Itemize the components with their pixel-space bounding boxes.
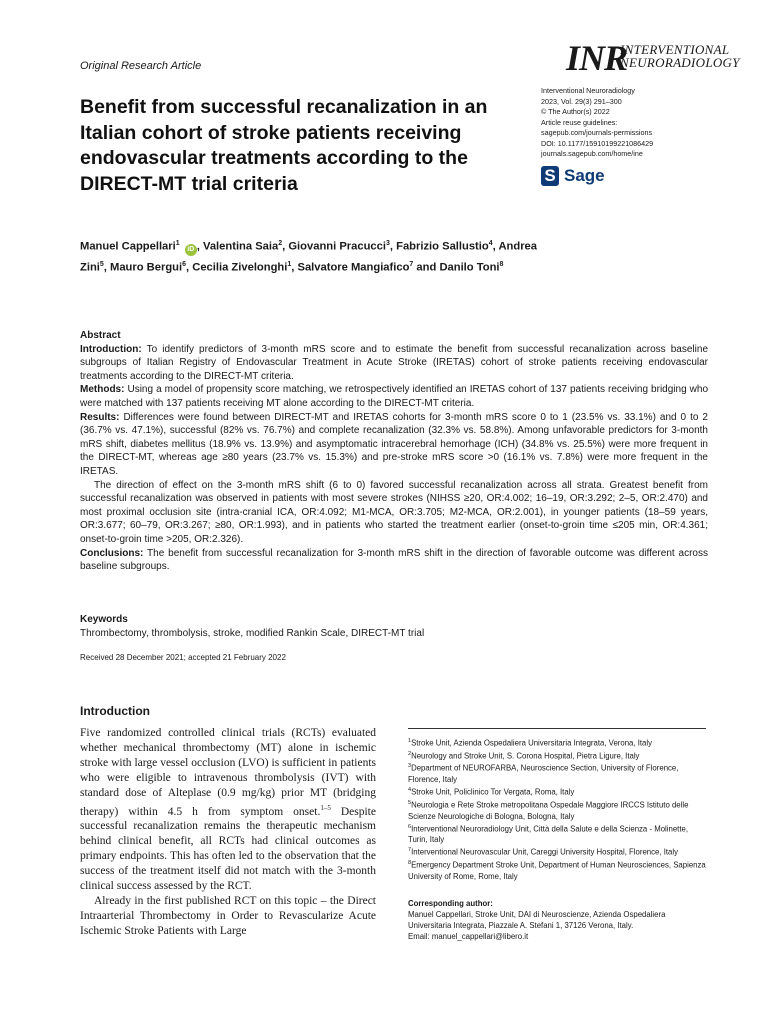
keywords-list: Thrombectomy, thrombolysis, stroke, modified Rankin Scale, DIRECT-MT trial xyxy=(80,628,425,639)
introduction-heading: Introduction xyxy=(80,704,150,718)
affiliation-text: Department of NEUROFARBA, Neuroscience Section, University of Florence, Florence, Italy xyxy=(408,763,679,785)
affiliation-text: Interventional Neuroradiology Unit, Città della Salute e della Scienza - Molinette, Turin, Italy xyxy=(408,824,689,845)
abstract-methods-text: Using a model of propensity score matching, we retrospectively identified an IRETAS cohort of 137 patients receiving bridging who were matched with 137 patients receiving MT alone according to the DIRECT-MT criteria. xyxy=(80,384,709,409)
article-type-label: Original Research Article xyxy=(80,60,202,72)
citation-ref[interactable]: 1–5 xyxy=(320,803,331,812)
affiliation-text: Stroke Unit, Azienda Ospedaliera Universitaria Integrata, Verona, Italy xyxy=(411,738,653,748)
affiliation-number: 5 xyxy=(408,799,412,806)
affiliation-number: 8 xyxy=(408,860,412,867)
introduction-text: Despite successful recanalization remains the therapeutic mechanism behind clinical benefit, all RCTs had clinical outcomes as primary endpoints. This has often led to the observation that the success of the treatment itself did not match with the 3-month clinical success assessed by the RCT. xyxy=(80,805,376,892)
author-name: Valentina Saia xyxy=(202,240,279,253)
affiliation-number: 7 xyxy=(408,847,412,854)
author-name: Salvatore Mangiafico xyxy=(297,261,410,274)
journal-logo xyxy=(566,38,740,78)
author-affiliation: 3 xyxy=(385,240,390,247)
abstract-methods xyxy=(80,383,708,410)
abstract-section xyxy=(80,329,708,574)
corresponding-heading: Corresponding author: xyxy=(408,899,493,908)
abstract-results-text: Differences were found between DIRECT-MT and IRETAS cohorts for 3-month mRS score 0 to 1 (23.5% vs. 33.1%) and 0 to 2 (36.7% vs. 47.1%), successful (82% vs. 76.7%) and complete recanalization (32.3% vs. 58.8%). Among unfavorable predictors for 3-month mRS shift, diabetes mellitus (18.9% vs. 13.9%) and asymptomatic intracerebral hemorhage (ICH) (34.8% vs. 25.5%) were more frequent in the DIRECT-MT, whereas age ≥80 years (23.7% vs. 15.3%) and pre-stroke mRS score >0 (16.1% vs. 7.8%) were more frequent in the IRETAS. xyxy=(80,411,708,477)
author-affiliation: 5 xyxy=(99,260,104,268)
abstract-methods-label: Methods: xyxy=(80,384,125,396)
affiliation-item xyxy=(408,858,706,882)
author-affiliation: 4 xyxy=(488,240,493,247)
permissions-link[interactable]: sagepub.com/journals-permissions xyxy=(541,128,653,137)
journal-name: Interventional Neuroradiology xyxy=(541,86,635,95)
affiliation-item xyxy=(408,761,706,785)
affiliation-number: 1 xyxy=(408,738,412,744)
journal-logo-line1: INTERVENTIONAL xyxy=(620,42,730,57)
author-affiliation: 2 xyxy=(278,240,283,247)
article-title: Benefit from successful recanalization in an Italian cohort of stroke patients receiving endovascular treatments according to the DIRECT-MT trial criteria xyxy=(80,96,488,195)
affiliation-list xyxy=(408,736,706,882)
abstract-conclusions-label: Conclusions: xyxy=(80,547,144,559)
corresponding-email[interactable]: Email: manuel_cappellari@libero.it xyxy=(408,932,529,942)
abstract-conclusions-text: The benefit from successful recanalization for 3-month mRS shift in the direction of favorable outcome was different across baseline subgroups. xyxy=(80,547,708,573)
author-name: Fabrizio Sallustio xyxy=(396,240,489,253)
abstract-results-continued: The direction of effect on the 3-month mRS shift (6 to 0) favored successful recanalization across all strata. Greatest benefit from successful recanalization was observed in patients with most severe strokes (NIHSS ≥20, OR:4.002; 16–19, OR:3.292; 2–5, OR:2.470) and most proximal occlusion site (intra-cranial ICA, OR:4.092; M1-MCA, OR:3.705; M2-MCA, OR:2.001), in younger patients (18–59 years, OR:3.677; 60–79, OR:3.267; ≥80, OR:1.993), and in patients who started the treatment earlier (onset-to-groin time ≤205 min, OR:4.361; onset-to-groin time >205, OR:2.326). xyxy=(80,479,708,545)
corresponding-author xyxy=(408,898,706,942)
journal-info xyxy=(541,86,653,160)
affiliation-number: 2 xyxy=(408,750,412,757)
abstract-conclusions xyxy=(80,547,708,574)
keywords-section xyxy=(80,613,708,641)
journal-home-link[interactable]: journals.sagepub.com/home/ine xyxy=(541,149,643,158)
author-name: Cecilia Zivelonghi xyxy=(192,261,288,274)
introduction-paragraph: Already in the first published RCT on this topic – the Direct Intraarterial Thrombectomy in Order to Revascularize Acute Ischemic Stroke Patients with Large xyxy=(80,894,376,937)
affiliation-number: 3 xyxy=(408,763,412,770)
footnote-divider xyxy=(408,728,706,729)
journal-volume: 2023, Vol. 29(3) 291–300 xyxy=(541,96,622,106)
sage-mark-icon: S xyxy=(541,166,559,186)
corresponding-address: Manuel Cappellari, Stroke Unit, DAI di Neuroscienze, Azienda Ospedaliera Universitaria Integrata, Piazzale A. Stefani 1, 37126 Verona, Italy. xyxy=(408,910,666,931)
author-name: Andrea Zini xyxy=(80,240,537,274)
affiliation-text: Neurology and Stroke Unit, S. Corona Hospital, Pietra Ligure, Italy xyxy=(411,751,640,761)
affiliation-item xyxy=(408,845,706,858)
journal-logo-name xyxy=(620,43,740,69)
affiliation-item xyxy=(408,736,706,749)
author-name: Danilo Toni xyxy=(439,261,500,274)
author-affiliation: 8 xyxy=(499,260,504,268)
sage-logo xyxy=(541,164,605,188)
affiliation-text: Interventional Neurovascular Unit, Careggi University Hospital, Florence, Italy xyxy=(411,848,679,857)
journal-logo-line2: NEURORADIOLOGY xyxy=(620,55,740,70)
introduction-text: Five randomized controlled clinical trials (RCTs) evaluated whether mechanical thrombectomy (MT) alone in ischemic stroke with large vessel occlusion (LVO) is sufficient in patients who were eligible to intravenous thrombolysis (IVT) with standard dose of Alteplase (0.9 mg/kg) prior MT (bridging therapy) within 4.5 h from symptom onset. xyxy=(80,727,376,818)
abstract-introduction xyxy=(80,343,708,384)
affiliation-item xyxy=(408,785,706,798)
journal-logo-letters: INR xyxy=(566,38,628,78)
doi[interactable]: DOI: 10.1177/15910199221086429 xyxy=(541,138,654,148)
affiliation-item xyxy=(408,822,706,846)
received-dates: Received 28 December 2021; accepted 21 February 2022 xyxy=(80,653,286,662)
abstract-results-label: Results: xyxy=(80,411,120,423)
author-name: Manuel Cappellari xyxy=(80,240,176,253)
keywords-heading: Keywords xyxy=(80,614,128,625)
reuse-label: Article reuse guidelines: xyxy=(541,117,618,127)
author-affiliation: 7 xyxy=(409,260,414,268)
affiliation-text: Neurologia e Rete Stroke metropolitana Ospedale Maggiore IRCCS Istituto delle Scienze Neurologiche di Bologna, Bologna, Italy xyxy=(408,800,689,821)
author-affiliation: 1 xyxy=(287,260,292,268)
abstract-introduction-text: To identify predictors of 3-month mRS score and to estimate the benefit from successful recanalization across baseline subgroups of Italian Registry of Endovascular Treatment in Acute Stroke (IRETAS) cohort of stroke patients receiving endovascular treatments according to the DIRECT-MT criteria. xyxy=(80,343,708,382)
author-name: Giovanni Pracucci xyxy=(288,240,386,253)
orcid-icon[interactable]: iD xyxy=(185,244,197,256)
affiliation-text: Stroke Unit, Policlinico Tor Vergata, Roma, Italy xyxy=(411,787,575,797)
affiliation-item xyxy=(408,749,706,762)
introduction-paragraph xyxy=(80,726,376,894)
introduction-body xyxy=(80,726,376,939)
abstract-heading: Abstract xyxy=(80,330,121,341)
affiliation-text: Emergency Department Stroke Unit, Department of Human Neurosciences, Sapienza University of Rome, Rome, Italy xyxy=(408,860,706,881)
abstract-introduction-label: Introduction: xyxy=(80,343,142,355)
author-affiliation: 6 xyxy=(182,260,187,268)
abstract-results xyxy=(80,411,708,479)
affiliation-number: 4 xyxy=(408,787,412,794)
author-list: Manuel Cappellari$^1$ iD , Valentina Saia$^2$, Giovanni Pracucci$^3$, Fabrizio Sallustio$^4$, Andrea Zini$^5$, Mauro Bergui$^6$, Cecilia Zivelonghi$^1$, Salvatore Mangiafico$^7$ and Danilo Toni$^8$ xyxy=(80,240,537,274)
affiliation-item xyxy=(408,798,706,822)
copyright: © The Author(s) 2022 xyxy=(541,107,610,116)
sage-wordmark: Sage xyxy=(564,166,605,185)
affiliation-number: 6 xyxy=(408,823,412,830)
author-affiliation: 1 xyxy=(175,240,180,247)
author-name: Mauro Bergui xyxy=(110,261,183,274)
